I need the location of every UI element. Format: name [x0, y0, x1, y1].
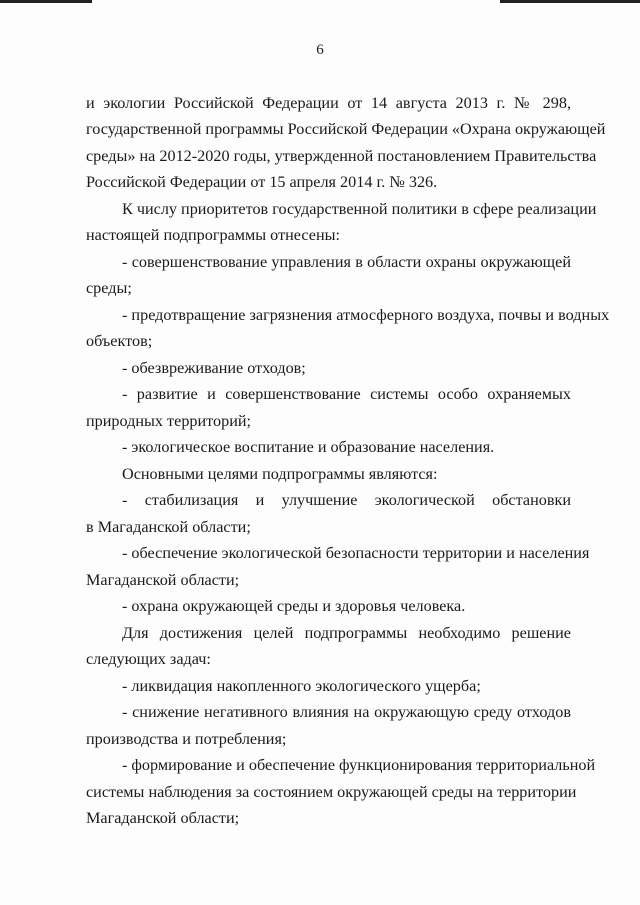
text-line: и экологии Российской Федерации от 14 августа 2013 г. № 298, [86, 94, 571, 112]
text-line: Основными целями подпрограммы являются: [122, 465, 438, 483]
text-line: - обеспечение экологической безопасности территории и населения [122, 544, 590, 562]
text-line: государственной программы Российской Федерации «Охрана окружающей [86, 120, 606, 138]
text-line: Магаданской области; [86, 809, 240, 827]
text-line: - предотвращение загрязнения атмосферного воздуха, почвы и водных [122, 306, 610, 324]
page-number: 6 [316, 42, 324, 58]
text-line: - ликвидация накопленного экологического ущерба; [122, 677, 481, 695]
text-line: природных территорий; [86, 412, 252, 430]
text-line: среды» на 2012-2020 годы, утвержденной постановлением Правительства [86, 147, 597, 165]
text-line: среды; [86, 279, 132, 297]
text-line: - обезвреживание отходов; [122, 359, 306, 377]
text-line: в Магаданской области; [86, 518, 251, 536]
text-line: - формирование и обеспечение функционирования территориальной [122, 756, 596, 774]
text-line: - охрана окружающей среды и здоровья человека. [122, 597, 466, 615]
text-line: - экологическое воспитание и образование населения. [122, 438, 495, 456]
text-line: - совершенствование управления в области охраны окружающей [122, 253, 571, 271]
top-edge-mark [0, 0, 92, 3]
text-line: производства и потребления; [86, 730, 287, 748]
text-line: - стабилизация и улучшение экологической обстановки [122, 491, 571, 509]
text-line: К числу приоритетов государственной политики в сфере реализации [122, 200, 597, 218]
top-edge-mark [500, 0, 640, 3]
text-line: системы наблюдения за состоянием окружающей среды на территории [86, 783, 577, 801]
text-line: следующих задач: [86, 650, 211, 668]
text-line: настоящей подпрограммы отнесены: [86, 226, 340, 244]
text-line: Для достижения целей подпрограммы необходимо решение [122, 624, 571, 642]
text-line: объектов; [86, 332, 153, 350]
text-line: - развитие и совершенствование системы особо охраняемых [122, 385, 571, 403]
text-line: Российской Федерации от 15 апреля 2014 г. № 326. [86, 173, 438, 191]
text-line: - снижение негативного влияния на окружающую среду отходов [122, 703, 571, 721]
text-line: Магаданской области; [86, 571, 240, 589]
